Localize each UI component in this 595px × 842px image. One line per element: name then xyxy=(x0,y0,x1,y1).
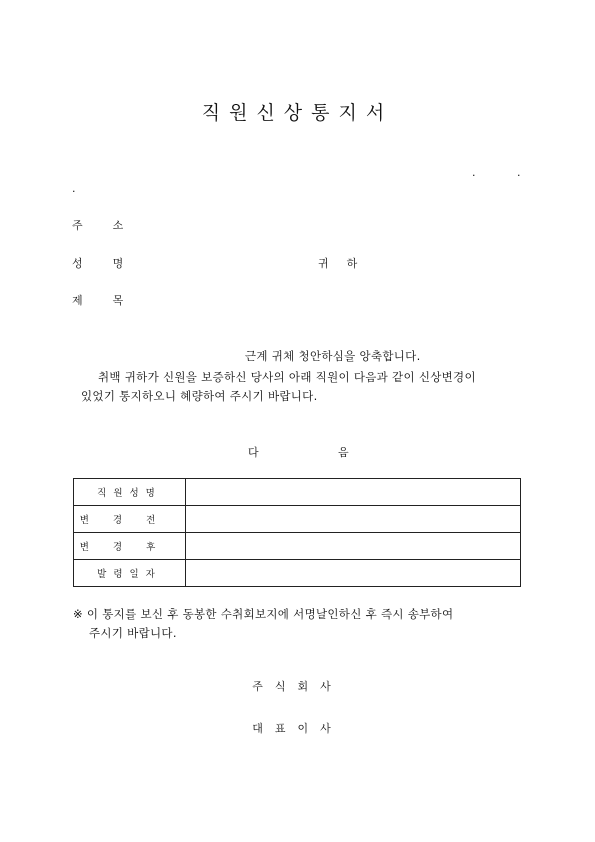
row-label-employee-name: 직원성명 xyxy=(74,479,186,506)
company-label: 주식회사 xyxy=(252,680,343,693)
subject-label: 제목 xyxy=(72,294,154,307)
row-value-before-change xyxy=(186,506,521,533)
date-mark-3: . xyxy=(72,182,76,195)
address-label: 주소 xyxy=(72,219,154,232)
table-row xyxy=(74,479,521,506)
document-title: 직원신상통지서 xyxy=(201,102,394,124)
body-line-2: 있었기 통지하오니 혜량하여 주시기 바랍니다. xyxy=(81,389,318,403)
row-label-appointment-date: 발령일자 xyxy=(74,560,186,587)
table-row xyxy=(74,506,521,533)
footnote-line-1: ※ 이 통지를 보신 후 동봉한 수취회보지에 서명날인하신 후 즉시 송부하여 xyxy=(73,607,454,621)
row-value-appointment-date xyxy=(186,560,521,587)
ceo-label: 대표이사 xyxy=(252,722,343,735)
honorific-label: 귀하 xyxy=(318,257,376,270)
notice-heading-right: 음 xyxy=(338,446,349,459)
row-label-before-change: 변경전 xyxy=(74,506,186,533)
date-mark-2: . xyxy=(517,166,521,179)
notice-heading-left: 다 xyxy=(248,446,259,459)
table-row xyxy=(74,560,521,587)
row-value-after-change xyxy=(186,533,521,560)
footnote-line-2: 주시기 바랍니다. xyxy=(89,626,177,640)
greeting-text: 근계 귀체 청안하심을 앙축합니다. xyxy=(245,349,421,363)
table-row xyxy=(74,533,521,560)
name-label: 성명 xyxy=(72,257,154,270)
body-line-1: 취백 귀하가 신원을 보증하신 당사의 아래 직원이 다음과 같이 신상변경이 xyxy=(98,370,476,384)
employee-info-table xyxy=(73,478,521,587)
row-label-after-change: 변경후 xyxy=(74,533,186,560)
date-mark-1: . xyxy=(472,166,476,179)
row-value-employee-name xyxy=(186,479,521,506)
